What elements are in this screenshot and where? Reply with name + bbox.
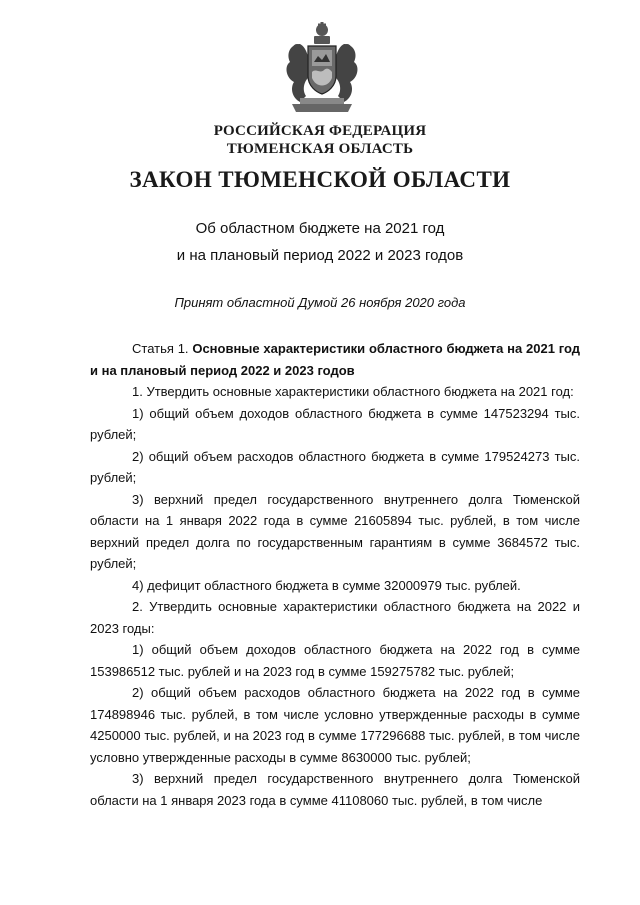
document-title-line-2: и на плановый период 2022 и 2023 годов (176, 247, 464, 264)
paragraph: 4) дефицит областного бюджета в сумме 32000979 тыс. рублей. (132, 577, 521, 593)
article-1-heading (90, 338, 580, 381)
article-label: Статья 1. (132, 341, 193, 356)
paragraph: 1) общий объем доходов областного бюджета на 2022 год в сумме 153986512 тыс. рублей и на 2023 год в сумме 159275782 тыс. рублей; (90, 642, 580, 679)
coat-of-arms-icon (270, 22, 374, 116)
header-region: ТЮМЕНСКАЯ ОБЛАСТЬ (226, 141, 414, 157)
adoption-note: Принят областной Думой 26 ноября 2020 года (174, 295, 466, 310)
paragraph: 2) общий объем расходов областного бюджета в сумме 179524273 тыс. рублей; (90, 448, 580, 485)
document-title-line-1: Об областном бюджете на 2021 год (195, 220, 445, 237)
paragraph: 2) общий объем расходов областного бюджета на 2022 год в сумме 174898946 тыс. рублей, в том числе условно утвержденные расходы в сумме 4250000 тыс. рублей, и на 2023 год в сумме 177296688 тыс. рублей, в том числе условно утвержденные расходы в сумме 8630000 тыс. рублей; (90, 685, 580, 765)
paragraph: 2. Утвердить основные характеристики областного бюджета на 2022 и 2023 годы: (90, 599, 580, 636)
paragraph: 1) общий объем доходов областного бюджета в сумме 147523294 тыс. рублей; (90, 405, 580, 442)
paragraph: 3) верхний предел государственного внутреннего долга Тюменской области на 1 января 2023 года в сумме 41108060 тыс. рублей, в том числе (90, 771, 580, 808)
paragraph: 1. Утвердить основные характеристики областного бюджета на 2021 год: (132, 384, 574, 399)
law-title: ЗАКОН ТЮМЕНСКОЙ ОБЛАСТИ (129, 167, 511, 192)
article-title: Основные характеристики областного бюджета на 2021 год и на плановый период 2022 и 2023 годов (90, 341, 580, 378)
header-country: РОССИЙСКАЯ ФЕДЕРАЦИЯ (213, 123, 427, 139)
paragraph: 3) верхний предел государственного внутреннего долга Тюменской области на 1 января 2022 года в сумме 21605894 тыс. рублей, в том числе верхний предел долга по государственным гарантиям в сумме 3684572 тыс. рублей; (90, 491, 580, 571)
law-body (90, 338, 580, 811)
